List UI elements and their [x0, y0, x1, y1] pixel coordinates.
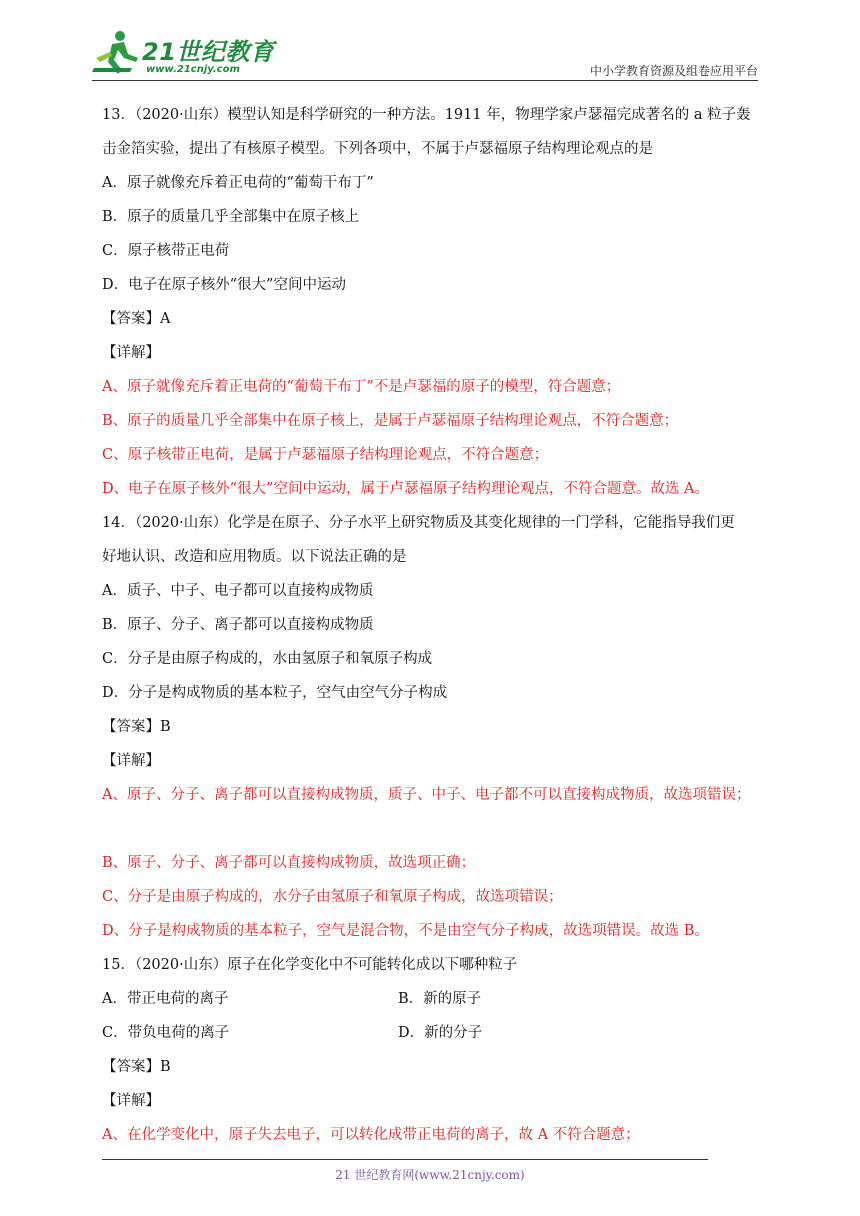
q13-detail-b: B、原子的质量几乎全部集中在原子核上，是属于卢瑟福原子结构理论观点，不符合题意；: [102, 413, 679, 429]
q14-option-b: B．原子、分子、离子都可以直接构成物质: [102, 617, 374, 633]
q14-stem-line2: 好地认识、改造和应用物质。以下说法正确的是: [102, 549, 407, 565]
q13-option-d: D．电子在原子核外“很大”空间中运动: [102, 277, 346, 293]
q13-detail-d: D、电子在原子核外“很大”空间中运动，属于卢瑟福原子结构理论观点，不符合题意。故选 A。: [102, 481, 710, 497]
page-header: [0, 0, 860, 90]
footer-divider: [102, 1159, 708, 1160]
q14-detail-b: B、原子、分子、离子都可以直接构成物质，故选项正确；: [102, 855, 476, 871]
q13-stem-line2: 击金箔实验，提出了有核原子模型。下列各项中，不属于卢瑟福原子结构理论观点的是: [102, 141, 653, 157]
q13-option-b: B．原子的质量几乎全部集中在原子核上: [102, 209, 360, 225]
q15-option-c: C．带负电荷的离子: [102, 1025, 230, 1041]
q14-detail-label: 【详解】: [102, 753, 160, 769]
q14-option-c: C．分子是由原子构成的，水由氢原子和氧原子构成: [102, 651, 433, 667]
header-divider: [92, 80, 758, 81]
q15-option-d: D．新的分子: [398, 1025, 483, 1041]
footer-link[interactable]: 21 世纪教育网(www.21cnjy.com): [335, 1168, 525, 1182]
q13-option-a: A．原子就像充斥着正电荷的“葡萄干布丁”: [102, 175, 374, 191]
runner-logo-icon: [92, 28, 142, 78]
q13-detail-a: A、原子就像充斥着正电荷的“葡萄干布丁”不是卢瑟福的原子的模型，符合题意；: [102, 379, 621, 395]
q14-stem-line1: 14．（2020·山东）化学是在原子、分子水平上研究物质及其变化规律的一门学科，它能指导我们更: [102, 515, 735, 531]
logo-text: 21世纪教育: [142, 38, 275, 66]
q13-stem-line1: 13．（2020·山东）模型认知是科学研究的一种方法。1911 年，物理学家卢瑟福完成著名的 a 粒子轰: [102, 107, 751, 123]
q15-detail-label: 【详解】: [102, 1093, 160, 1109]
platform-tagline: 中小学教育资源及组卷应用平台: [589, 64, 758, 78]
q13-answer: 【答案】A: [102, 311, 171, 327]
blank-gap: [102, 812, 762, 846]
q14-answer: 【答案】B: [102, 719, 171, 735]
q15-options-row2: [102, 1016, 762, 1050]
logo-url: www.21cnjy.com: [146, 64, 240, 75]
q14-detail-a: A、原子、分子、离子都可以直接构成物质，质子、中子、电子都不可以直接构成物质，故选项错误；: [102, 787, 751, 803]
document-body: [102, 98, 762, 1152]
q15-detail-a: A、在化学变化中，原子失去电子，可以转化成带正电荷的离子，故 A 不符合题意；: [102, 1127, 640, 1143]
q15-stem-line1: 15．（2020·山东）原子在化学变化中不可能转化成以下哪种粒子: [102, 957, 518, 973]
q15-option-b: B．新的原子: [398, 991, 482, 1007]
q14-option-a: A．质子、中子、电子都可以直接构成物质: [102, 583, 374, 599]
q14-option-d: D．分子是构成物质的基本粒子，空气由空气分子构成: [102, 685, 448, 701]
q15-option-a: A．带正电荷的离子: [102, 991, 229, 1007]
q13-detail-c: C、原子核带正电荷，是属于卢瑟福原子结构理论观点，不符合题意；: [102, 447, 549, 463]
q15-options-row1: [102, 982, 762, 1016]
q15-answer: 【答案】B: [102, 1059, 171, 1075]
q13-detail-label: 【详解】: [102, 345, 160, 361]
q13-option-c: C．原子核带正电荷: [102, 243, 230, 259]
q14-detail-c: C、分子是由原子构成的，水分子由氢原子和氧原子构成，故选项错误；: [102, 889, 563, 905]
q14-detail-d: D、分子是构成物质的基本粒子，空气是混合物，不是由空气分子构成，故选项错误。故选 B。: [102, 923, 709, 939]
site-logo[interactable]: [92, 26, 282, 80]
